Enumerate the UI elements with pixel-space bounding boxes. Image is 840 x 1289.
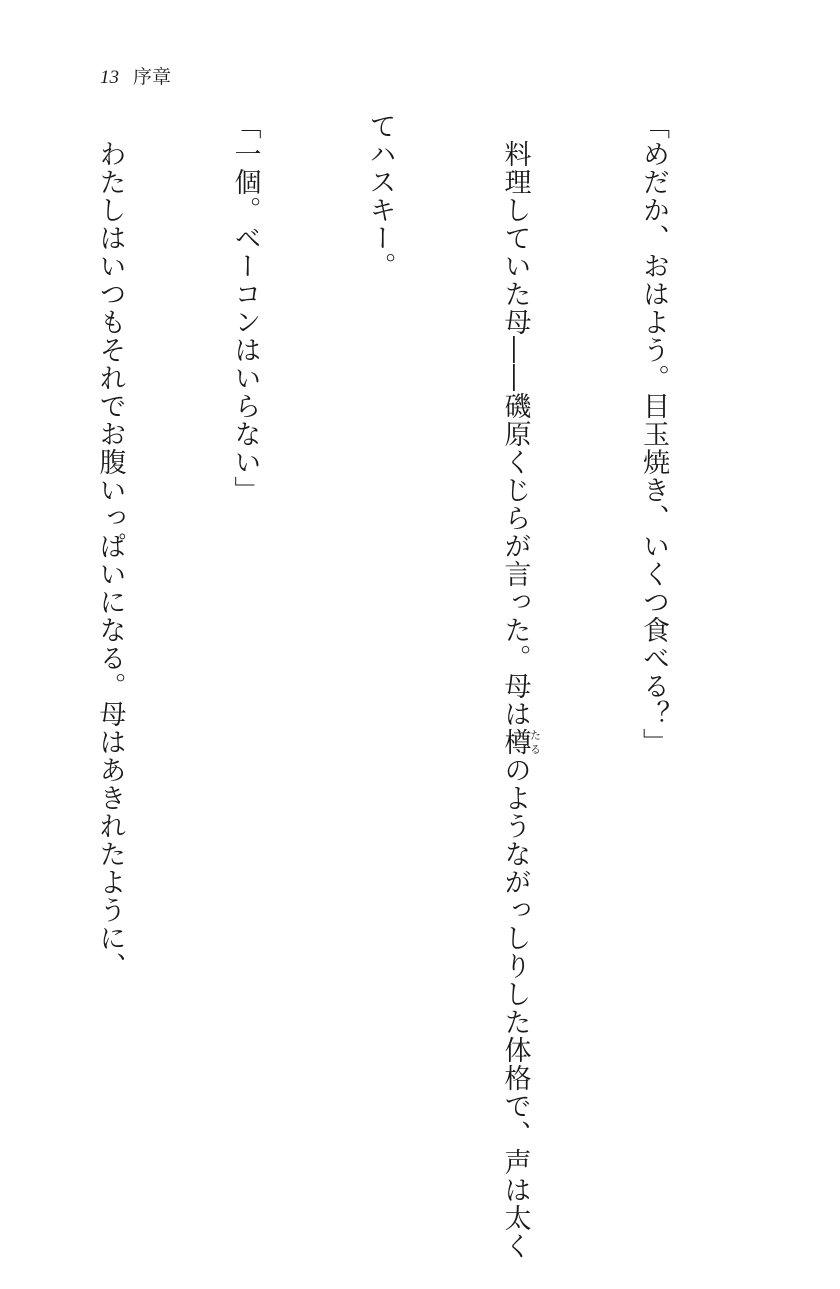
furigana-word: 樽たる [499, 728, 542, 756]
text-line: 「一個。ベーコンはいらない」 [229, 112, 261, 504]
text-line: わたしはいつもそれでお腹いっぱいになる。母はあきれたように、 [94, 112, 126, 980]
chapter-title: 序章 [133, 66, 172, 88]
text-line: てハスキー。 [364, 112, 396, 280]
text-line: 料理していた母――磯原くじらが言った。母は樽たるのようながっしりした体格で、声は太く [499, 112, 542, 1260]
page-header [100, 62, 171, 89]
furigana-reading: たる [528, 728, 542, 756]
text-line: 「めだか、おはよう。目玉焼き、いくつ食べる？」 [638, 112, 669, 756]
page-number: 13 [100, 67, 119, 88]
vertical-text-body [0, 112, 766, 1260]
